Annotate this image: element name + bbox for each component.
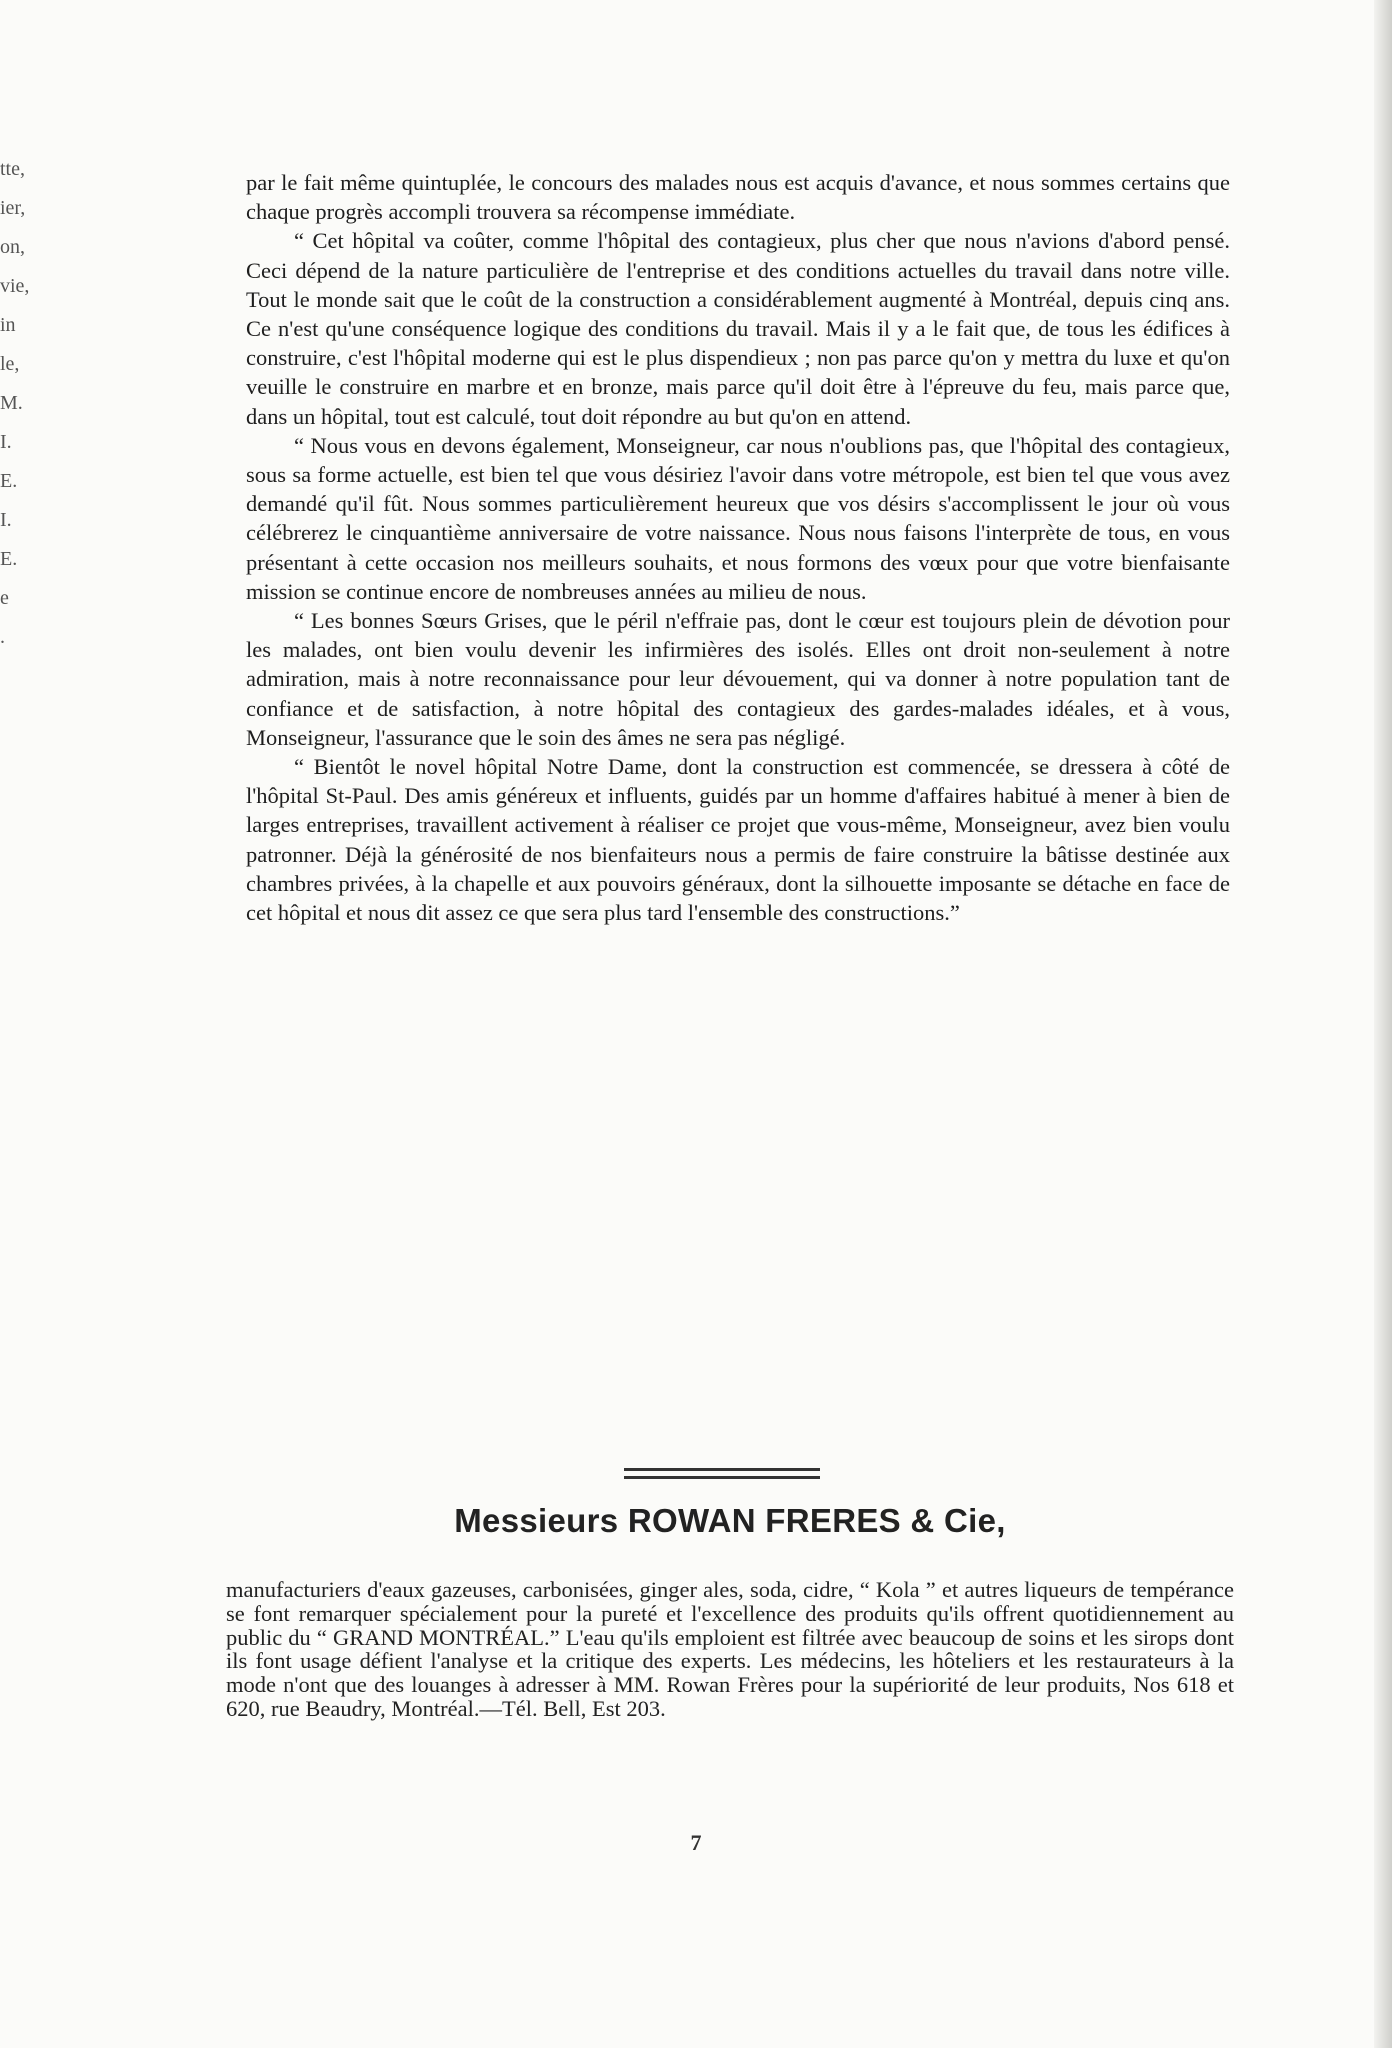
gutter-fragment: ier, [0, 197, 26, 219]
gutter-fragment: tte, [0, 158, 25, 180]
double-rule-divider [624, 1468, 820, 1480]
paragraph: “ Cet hôpital va coûter, comme l'hôpital des contagieux, plus cher que nous n'avions d'abord pensé. Ceci dépend de la nature particulière de l'entreprise et des conditions actuelles du travail dans notre ville. Tout le monde sait que le coût de la construction a considérablement augmenté à Montréal, depuis cinq ans. Ce n'est qu'une conséquence logique des conditions du travail. Mais il y a le fait que, de tous les édifices à construire, c'est l'hôpital moderne qui est le plus dispendieux ; non pas parce qu'on y mettra du luxe et qu'on veuille le construire en marbre et en bronze, mais parce qu'il doit être à l'épreuve du feu, mais parce que, dans un hôpital, tout est calculé, tout doit répondre au but qu'on en attend. [246, 228, 1230, 429]
gutter-fragment: e [0, 587, 9, 609]
page-number: 7 [690, 1830, 702, 1855]
gutter-fragment: M. [0, 392, 23, 414]
advertisement-paragraph: manufacturiers d'eaux gazeuses, carbonisées, ginger ales, soda, cidre, “ Kola ” et autres liqueurs de tempérance se font remarquer spécialement pour la pureté et l'excellence des produits qu'ils offrent quotidiennement au public du “ GRAND MONTRÉAL.” L'eau qu'ils emploient est filtrée avec beaucoup de soins et les sirops dont ils font usage défient l'analyse et la critique des experts. Les médecins, les hôteliers et les restaurateurs à la mode n'ont que des louanges à adresser à MM. Rowan Frères pour la supériorité de leur produits, Nos 618 et 620, rue Beaudry, Montréal.—Tél. Bell, Est 203. [226, 1577, 1234, 1721]
paragraph: par le fait même quintuplée, le concours des malades nous est acquis d'avance, et nous sommes certains que chaque progrès accompli trouvera sa récompense immédiate. [246, 170, 1230, 225]
advertisement-heading: Messieurs ROWAN FRERES & Cie, [454, 1502, 1006, 1539]
advertisement-text [226, 1578, 1234, 1721]
gutter-fragment: I. [0, 509, 12, 531]
paragraph: “ Nous vous en devons également, Monseigneur, car nous n'oublions pas, que l'hôpital des contagieux, sous sa forme actuelle, est bien tel que vous désiriez l'avoir dans votre métropole, est bien tel que vous avez demandé qu'il fût. Nous sommes particulièrement heureux que vos désirs s'accomplissent le jour où vous célébrerez le cinquantième anniversaire de votre naissance. Nous nous faisons l'interprète de tous, en vous présentant à cette occasion nos meilleurs souhaits, et nous formons des vœux pour que votre bienfaisante mission se continue encore de nombreuses années au milieu de nous. [246, 432, 1230, 604]
gutter-fragment: in [0, 314, 16, 336]
gutter-fragment: vie, [0, 275, 30, 297]
paragraph: “ Les bonnes Sœurs Grises, que le péril n'effraie pas, dont le cœur est toujours plein de dévotion pour les malades, ont bien voulu devenir les infirmières des isolés. Elles ont droit non-seulement à notre admiration, mais à notre reconnaissance pour leur dévouement, qui va donner à notre population tant de confiance et de satisfaction, à notre hôpital des contagieux des gardes-malades idéales, et à vous, Monseigneur, l'assurance que le soin des âmes ne sera pas négligé. [246, 608, 1230, 750]
gutter-fragment: . [0, 626, 5, 648]
paragraph: “ Bientôt le novel hôpital Notre Dame, dont la construction est commencée, se dressera à côté de l'hôpital St-Paul. Des amis généreux et influents, guidés par un homme d'affaires habitué à mener à bien de larges entreprises, travaillent activement à réaliser ce projet que vous-même, Monseigneur, avez bien voulu patronner. Déjà la générosité de nos bienfaiteurs nous a permis de faire construire la bâtisse destinée aux chambres privées, à la chapelle et aux pouvoirs généraux, dont la silhouette imposante se détache en face de cet hôpital et nous dit assez ce que sera plus tard l'ensemble des constructions.” [246, 754, 1230, 926]
gutter-fragment: I. [0, 431, 12, 453]
page-edge [1374, 0, 1392, 2048]
gutter-fragment: on, [0, 236, 25, 258]
gutter-fragment: le, [0, 353, 20, 375]
facing-page-fragments [0, 150, 30, 657]
body-text [246, 168, 1230, 927]
gutter-fragment: E. [0, 548, 18, 570]
gutter-fragment: E. [0, 470, 18, 492]
